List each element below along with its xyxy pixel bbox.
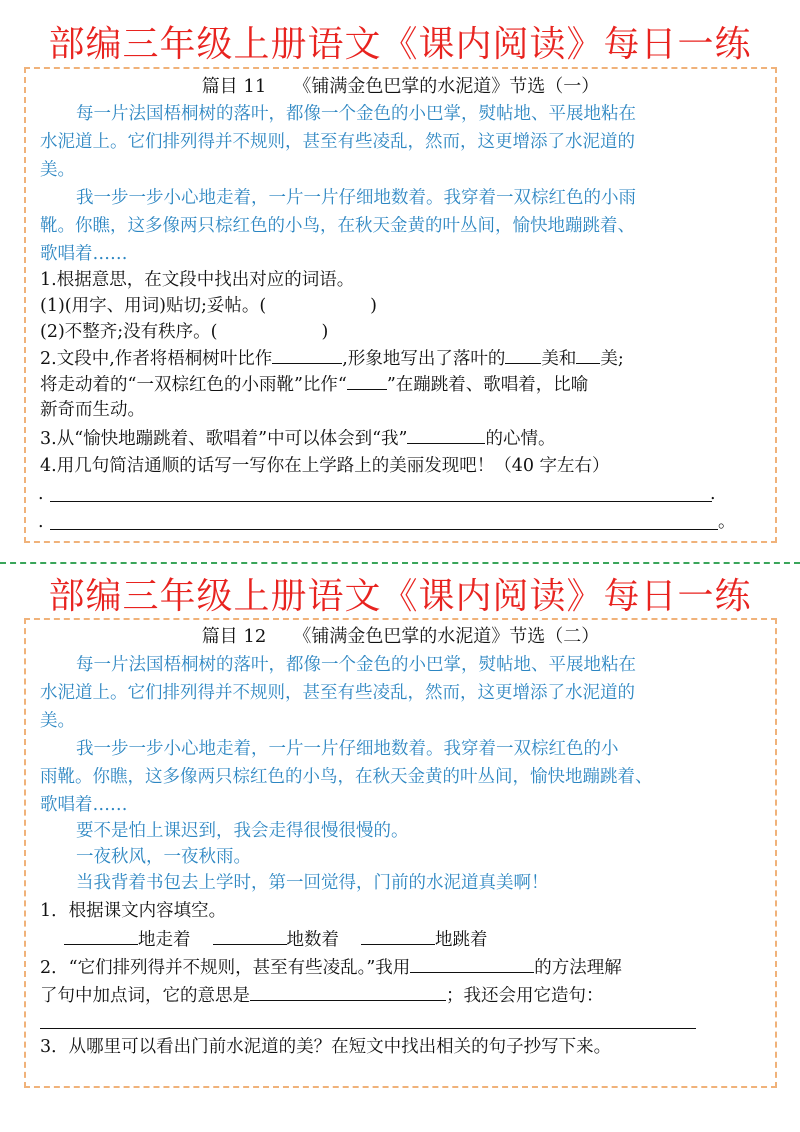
writing-line-1-start: . (38, 484, 44, 504)
answer-blank[interactable] (410, 954, 534, 973)
page-heading-2: 部编三年级上册语文《课内阅读》每日一练 (48, 576, 752, 617)
sentence-writing-line[interactable] (40, 1028, 696, 1029)
answer-blank[interactable] (64, 926, 138, 945)
passage-line: 我一步一步小心地走着，一片一片仔细地数着。我穿着一双棕红色的小雨 (76, 188, 636, 208)
answer-blank[interactable] (407, 425, 485, 444)
question-1b-text: (2)不整齐;没有秩序。( (40, 322, 218, 342)
question-2-line2 (40, 371, 763, 398)
q2-text-1: 2.文段中,作者将梧桐树叶比作 (40, 349, 273, 369)
question-2-line1 (40, 345, 763, 372)
question-1: 1.根据意思，在文段中找出对应的词语。 (40, 270, 355, 290)
fill-word-2: 地数着 (286, 930, 339, 950)
passage-line: 一夜秋风，一夜秋雨。 (76, 847, 251, 867)
question-1b (40, 319, 763, 345)
passage-line: 当我背着书包去上学时，第一回觉得，门前的水泥道真美啊！ (76, 873, 549, 893)
question-3 (40, 425, 763, 452)
writing-line-1-end: . (710, 484, 716, 504)
question-2-line2 (40, 982, 763, 1009)
question-1-blanks (64, 926, 763, 953)
section-divider (0, 562, 800, 564)
q2-text-6: ”在蹦跳着、歌唱着，比喻 (386, 375, 589, 395)
q2-text-5: 将走动着的“一双棕红色的小雨靴”比作“ (40, 375, 347, 395)
exercise-11-box (24, 67, 777, 543)
question-1a-text: (1)(用字、用词)贴切;妥帖。( (40, 296, 267, 316)
passage-line: 美。 (40, 711, 75, 731)
fill-word-3: 地跳着 (435, 930, 488, 950)
passage-line: 每一片法国梧桐树的落叶，都像一个金色的小巴掌，熨帖地、平展地粘在 (76, 655, 636, 675)
q2-text-3: 了句中加点词，它的意思是 (40, 986, 250, 1006)
exercise-12-title: 篇目 12 《铺满金色巴掌的水泥道》节选（二） (201, 626, 600, 647)
answer-blank[interactable] (250, 982, 446, 1001)
passage-line: 歌唱着…… (40, 244, 128, 264)
passage-line: 要不是怕上课迟到，我会走得很慢很慢的。 (76, 821, 409, 841)
passage-line: 我一步一步小心地走着，一片一片仔细地数着。我穿着一双棕红色的小 (76, 739, 619, 759)
writing-line-1[interactable] (50, 501, 712, 502)
question-1a (40, 293, 763, 319)
question-1: 1．根据课文内容填空。 (40, 901, 227, 921)
q3-text-2: 的心情。 (485, 429, 556, 449)
writing-line-2-end: 。 (718, 512, 736, 532)
q2-text-1: 2．“它们排列得并不规则，甚至有些凌乱。”我用 (40, 958, 411, 978)
page-heading: 部编三年级上册语文《课内阅读》每日一练 (48, 24, 752, 65)
writing-line-2[interactable] (50, 529, 718, 530)
passage-line: 靴。你瞧，这多像两只棕红色的小鸟，在秋天金黄的叶丛间，愉快地蹦跳着、 (40, 216, 635, 236)
fill-word-1: 地走着 (138, 930, 191, 950)
q2-text-4: 美; (600, 349, 624, 369)
passage-line: 每一片法国梧桐树的落叶，都像一个金色的小巴掌，熨帖地、平展地粘在 (76, 104, 636, 124)
question-2-line3: 新奇而生动。 (40, 400, 145, 420)
answer-blank[interactable] (576, 345, 600, 364)
answer-blank[interactable] (213, 926, 287, 945)
answer-blank[interactable] (272, 345, 342, 364)
q2-text-3: 美和 (541, 349, 577, 369)
q2-text-2: ,形象地写出了落叶的 (342, 349, 506, 369)
exercise-12-box (24, 618, 777, 1088)
q3-text-1: 3.从“愉快地蹦跳着、歌唱着”中可以体会到“我” (40, 429, 408, 449)
question-2-line1 (40, 954, 763, 981)
passage-line: 美。 (40, 160, 75, 180)
question-4: 4.用几句简洁通顺的话写一写你在上学路上的美丽发现吧！（40 字左右） (40, 456, 610, 476)
exercise-11-title: 篇目 11 《铺满金色巴掌的水泥道》节选（一） (201, 76, 600, 97)
passage-line: 水泥道上。它们排列得并不规则，甚至有些凌乱，然而，这更增添了水泥道的 (40, 132, 635, 152)
q2-text-4: ；我还会用它造句： (446, 986, 604, 1006)
answer-blank[interactable] (347, 371, 387, 390)
writing-line-2-start: . (38, 512, 44, 532)
passage-line: 歌唱着…… (40, 795, 128, 815)
passage-line: 水泥道上。它们排列得并不规则，甚至有些凌乱，然而，这更增添了水泥道的 (40, 683, 635, 703)
q2-text-2: 的方法理解 (534, 958, 622, 978)
answer-blank[interactable] (361, 926, 435, 945)
question-1a-close: ) (370, 296, 377, 316)
answer-blank[interactable] (505, 345, 541, 364)
question-1b-close: ) (321, 322, 329, 342)
passage-line: 雨靴。你瞧，这多像两只棕红色的小鸟，在秋天金黄的叶丛间，愉快地蹦跳着、 (40, 767, 653, 787)
question-3: 3．从哪里可以看出门前水泥道的美？在短文中找出相关的句子抄写下来。 (40, 1037, 612, 1057)
